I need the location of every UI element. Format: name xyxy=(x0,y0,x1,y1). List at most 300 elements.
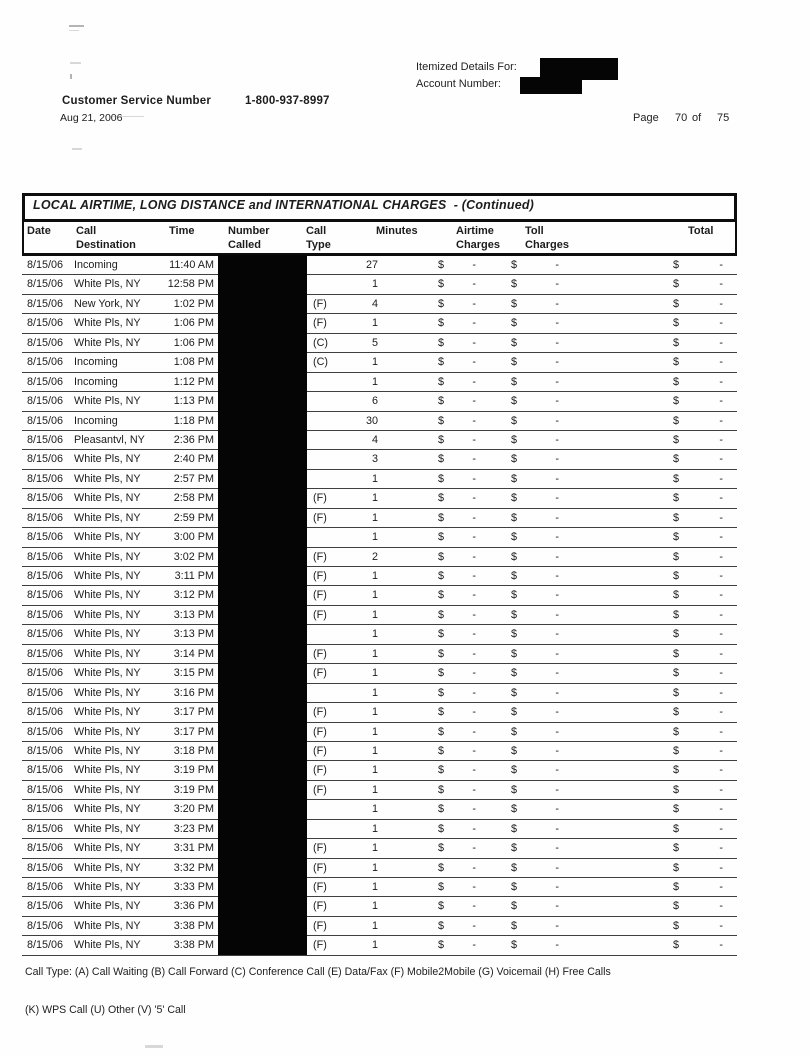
cell-airtime-amount: - xyxy=(472,550,476,563)
cell-toll-amount: - xyxy=(555,667,559,680)
cell-airtime-currency: $ xyxy=(438,783,445,796)
redaction-box-numbers-called xyxy=(218,255,307,955)
cell-airtime-amount: - xyxy=(472,570,476,582)
cell-toll-amount: - xyxy=(555,861,559,874)
cell-destination: White Pls, NY xyxy=(74,628,141,641)
cell-destination: White Pls, NY xyxy=(74,336,141,349)
itemized-details-label: Itemized Details For: xyxy=(416,61,517,73)
cell-destination: White Pls, NY xyxy=(74,589,141,602)
cell-toll-currency: $ xyxy=(511,531,518,544)
cell-total-amount: - xyxy=(719,881,723,893)
scan-artifact xyxy=(72,148,82,150)
cell-destination: White Pls, NY xyxy=(74,278,141,291)
customer-service-number: 1-800-937-8997 xyxy=(245,95,330,107)
cell-date: 8/15/06 xyxy=(27,375,64,388)
cell-airtime-currency: $ xyxy=(438,259,445,271)
cell-minutes: 1 xyxy=(371,608,378,621)
cell-toll-currency: $ xyxy=(511,433,518,446)
cell-date: 8/15/06 xyxy=(27,725,64,738)
cell-minutes: 1 xyxy=(371,706,378,719)
cell-time: 3:32 PM xyxy=(173,861,214,874)
cell-destination: White Pls, NY xyxy=(74,725,141,738)
cell-total-currency: $ xyxy=(673,861,680,874)
cell-airtime-currency: $ xyxy=(438,647,445,660)
cell-toll-amount: - xyxy=(555,453,559,466)
cell-total-currency: $ xyxy=(673,259,680,271)
col-header-minutes: Minutes xyxy=(376,225,418,237)
cell-time: 3:36 PM xyxy=(173,900,214,913)
cell-total-currency: $ xyxy=(673,336,680,349)
cell-total-currency: $ xyxy=(673,706,680,719)
cell-destination: White Pls, NY xyxy=(74,667,141,680)
cell-minutes: 1 xyxy=(371,919,378,932)
cell-total-amount: - xyxy=(719,453,723,466)
table-row xyxy=(22,800,737,819)
cell-destination: White Pls, NY xyxy=(74,472,141,485)
table-row xyxy=(22,509,737,528)
table-row xyxy=(22,897,737,916)
cell-destination: White Pls, NY xyxy=(74,822,141,835)
cell-toll-amount: - xyxy=(555,822,559,835)
cell-date: 8/15/06 xyxy=(27,881,64,893)
cell-total-amount: - xyxy=(719,667,723,680)
scan-artifact xyxy=(69,30,79,31)
cell-toll-currency: $ xyxy=(511,881,518,893)
cell-total-amount: - xyxy=(719,278,723,291)
col-header-date: Date xyxy=(27,225,51,237)
cell-call-type: (F) xyxy=(313,900,327,913)
cell-toll-currency: $ xyxy=(511,628,518,641)
cell-date: 8/15/06 xyxy=(27,842,64,855)
cell-toll-amount: - xyxy=(555,550,559,563)
page-current: 70 xyxy=(675,112,688,124)
cell-airtime-amount: - xyxy=(472,939,476,952)
cell-toll-amount: - xyxy=(555,336,559,349)
cell-airtime-currency: $ xyxy=(438,472,445,485)
cell-call-type: (C) xyxy=(313,356,328,369)
cell-airtime-currency: $ xyxy=(438,667,445,680)
cell-call-type: (F) xyxy=(313,667,327,680)
scan-artifact xyxy=(145,1045,163,1048)
cell-time: 3:02 PM xyxy=(173,550,214,563)
cell-total-amount: - xyxy=(719,317,723,330)
cell-minutes: 1 xyxy=(371,900,378,913)
cell-airtime-amount: - xyxy=(472,783,476,796)
cell-airtime-currency: $ xyxy=(438,900,445,913)
cell-total-currency: $ xyxy=(673,375,680,388)
cell-total-currency: $ xyxy=(673,472,680,485)
table-row xyxy=(22,412,737,431)
cell-date: 8/15/06 xyxy=(27,472,64,485)
cell-total-amount: - xyxy=(719,628,723,641)
cell-minutes: 1 xyxy=(371,356,378,369)
cell-airtime-currency: $ xyxy=(438,356,445,369)
cell-airtime-amount: - xyxy=(472,259,476,271)
customer-service-label: Customer Service Number xyxy=(62,95,212,107)
cell-date: 8/15/06 xyxy=(27,803,64,816)
cell-toll-amount: - xyxy=(555,472,559,485)
cell-time: 1:12 PM xyxy=(173,375,214,388)
cell-call-type: (F) xyxy=(313,842,327,855)
cell-toll-currency: $ xyxy=(511,667,518,680)
cell-airtime-amount: - xyxy=(472,375,476,388)
cell-destination: White Pls, NY xyxy=(74,492,141,505)
cell-airtime-currency: $ xyxy=(438,317,445,330)
cell-destination: White Pls, NY xyxy=(74,803,141,816)
cell-destination: White Pls, NY xyxy=(74,686,141,699)
cell-minutes: 4 xyxy=(371,433,378,446)
cell-minutes: 1 xyxy=(371,278,378,291)
cell-call-type: (F) xyxy=(313,570,327,582)
cell-total-amount: - xyxy=(719,356,723,369)
cell-airtime-amount: - xyxy=(472,472,476,485)
cell-minutes: 4 xyxy=(371,297,378,310)
cell-time: 3:19 PM xyxy=(173,764,214,777)
col-header-toll-charges: Toll Charges xyxy=(525,225,570,251)
cell-airtime-currency: $ xyxy=(438,744,445,757)
cell-time: 2:59 PM xyxy=(173,511,214,524)
cell-time: 3:11 PM xyxy=(174,570,214,582)
call-type-legend-line1: Call Type: (A) Call Waiting (B) Call Forward (C) Conference Call (E) Data/Fax (F) Mobile2Mobile (G) Voicemail (H) Free Calls xyxy=(25,966,611,978)
cell-minutes: 1 xyxy=(371,511,378,524)
cell-minutes: 1 xyxy=(371,531,378,544)
table-row xyxy=(22,275,737,294)
cell-minutes: 1 xyxy=(371,861,378,874)
cell-date: 8/15/06 xyxy=(27,317,64,330)
cell-total-currency: $ xyxy=(673,492,680,505)
cell-date: 8/15/06 xyxy=(27,511,64,524)
cell-airtime-amount: - xyxy=(472,433,476,446)
cell-total-currency: $ xyxy=(673,531,680,544)
table-row xyxy=(22,567,737,586)
cell-total-currency: $ xyxy=(673,667,680,680)
cell-airtime-currency: $ xyxy=(438,725,445,738)
cell-total-amount: - xyxy=(719,259,723,271)
cell-toll-currency: $ xyxy=(511,375,518,388)
cell-date: 8/15/06 xyxy=(27,297,64,310)
cell-airtime-currency: $ xyxy=(438,822,445,835)
cell-airtime-amount: - xyxy=(472,861,476,874)
cell-toll-currency: $ xyxy=(511,589,518,602)
cell-toll-currency: $ xyxy=(511,414,518,427)
cell-total-currency: $ xyxy=(673,589,680,602)
cell-toll-amount: - xyxy=(555,686,559,699)
cell-airtime-amount: - xyxy=(472,744,476,757)
cell-total-amount: - xyxy=(719,492,723,505)
table-row xyxy=(22,820,737,839)
table-row xyxy=(22,936,737,955)
cell-airtime-amount: - xyxy=(472,531,476,544)
cell-time: 1:06 PM xyxy=(173,317,214,330)
cell-total-amount: - xyxy=(719,395,723,408)
cell-date: 8/15/06 xyxy=(27,531,64,544)
table-row xyxy=(22,548,737,567)
cell-airtime-currency: $ xyxy=(438,433,445,446)
cell-destination: Incoming xyxy=(74,375,118,388)
cell-airtime-amount: - xyxy=(472,297,476,310)
cell-airtime-currency: $ xyxy=(438,531,445,544)
cell-total-currency: $ xyxy=(673,881,680,893)
cell-toll-amount: - xyxy=(555,531,559,544)
cell-toll-amount: - xyxy=(555,297,559,310)
cell-call-type: (F) xyxy=(313,317,327,330)
scan-artifact xyxy=(110,116,144,117)
table-row xyxy=(22,878,737,897)
cell-toll-currency: $ xyxy=(511,511,518,524)
table-row xyxy=(22,859,737,878)
cell-minutes: 1 xyxy=(371,647,378,660)
cell-toll-amount: - xyxy=(555,317,559,330)
cell-destination: White Pls, NY xyxy=(74,550,141,563)
cell-minutes: 1 xyxy=(371,744,378,757)
cell-toll-amount: - xyxy=(555,492,559,505)
cell-time: 3:31 PM xyxy=(173,842,214,855)
cell-date: 8/15/06 xyxy=(27,278,64,291)
cell-toll-currency: $ xyxy=(511,744,518,757)
cell-destination: White Pls, NY xyxy=(74,783,141,796)
table-row xyxy=(22,314,737,333)
cell-destination: White Pls, NY xyxy=(74,317,141,330)
cell-date: 8/15/06 xyxy=(27,783,64,796)
cell-call-type: (F) xyxy=(313,608,327,621)
cell-minutes: 1 xyxy=(371,939,378,952)
scan-artifact xyxy=(69,25,84,27)
cell-time: 1:02 PM xyxy=(173,297,214,310)
cell-airtime-currency: $ xyxy=(438,842,445,855)
cell-date: 8/15/06 xyxy=(27,919,64,932)
cell-toll-currency: $ xyxy=(511,297,518,310)
cell-time: 3:13 PM xyxy=(173,628,214,641)
cell-time: 1:06 PM xyxy=(173,336,214,349)
cell-toll-currency: $ xyxy=(511,453,518,466)
table-row xyxy=(22,625,737,644)
cell-destination: White Pls, NY xyxy=(74,919,141,932)
cell-date: 8/15/06 xyxy=(27,744,64,757)
cell-airtime-amount: - xyxy=(472,317,476,330)
cell-total-amount: - xyxy=(719,608,723,621)
table-row xyxy=(22,450,737,469)
cell-airtime-currency: $ xyxy=(438,919,445,932)
cell-date: 8/15/06 xyxy=(27,686,64,699)
cell-airtime-currency: $ xyxy=(438,764,445,777)
cell-toll-amount: - xyxy=(555,900,559,913)
cell-minutes: 1 xyxy=(371,375,378,388)
cell-total-currency: $ xyxy=(673,550,680,563)
col-header-total: Total xyxy=(688,225,714,237)
cell-destination: White Pls, NY xyxy=(74,900,141,913)
cell-airtime-currency: $ xyxy=(438,453,445,466)
cell-toll-amount: - xyxy=(555,783,559,796)
cell-toll-amount: - xyxy=(555,259,559,271)
cell-time: 2:57 PM xyxy=(173,472,214,485)
cell-airtime-amount: - xyxy=(472,725,476,738)
cell-minutes: 1 xyxy=(371,803,378,816)
cell-airtime-amount: - xyxy=(472,589,476,602)
cell-total-currency: $ xyxy=(673,822,680,835)
cell-call-type: (F) xyxy=(313,919,327,932)
cell-toll-amount: - xyxy=(555,511,559,524)
cell-date: 8/15/06 xyxy=(27,356,64,369)
cell-destination: New York, NY xyxy=(74,297,141,310)
cell-total-amount: - xyxy=(719,550,723,563)
cell-call-type: (F) xyxy=(313,783,327,796)
cell-toll-currency: $ xyxy=(511,317,518,330)
cell-airtime-amount: - xyxy=(472,842,476,855)
cell-toll-currency: $ xyxy=(511,686,518,699)
cell-total-currency: $ xyxy=(673,686,680,699)
cell-minutes: 3 xyxy=(371,453,378,466)
cell-total-currency: $ xyxy=(673,511,680,524)
cell-total-amount: - xyxy=(719,939,723,952)
statement-date: Aug 21, 2006 xyxy=(60,112,123,124)
table-row xyxy=(22,645,737,664)
cell-date: 8/15/06 xyxy=(27,939,64,952)
cell-date: 8/15/06 xyxy=(27,492,64,505)
cell-toll-amount: - xyxy=(555,278,559,291)
cell-date: 8/15/06 xyxy=(27,764,64,777)
cell-destination: White Pls, NY xyxy=(74,744,141,757)
cell-total-currency: $ xyxy=(673,764,680,777)
cell-time: 1:08 PM xyxy=(173,356,214,369)
cell-toll-currency: $ xyxy=(511,395,518,408)
cell-airtime-amount: - xyxy=(472,492,476,505)
cell-time: 3:12 PM xyxy=(173,589,214,602)
table-row xyxy=(22,839,737,858)
scan-artifact xyxy=(70,62,81,64)
cell-minutes: 1 xyxy=(371,881,378,893)
cell-toll-amount: - xyxy=(555,881,559,893)
cell-airtime-amount: - xyxy=(472,822,476,835)
cell-date: 8/15/06 xyxy=(27,570,64,582)
cell-total-amount: - xyxy=(719,297,723,310)
cell-date: 8/15/06 xyxy=(27,822,64,835)
cell-minutes: 1 xyxy=(371,725,378,738)
cell-destination: White Pls, NY xyxy=(74,647,141,660)
cell-toll-currency: $ xyxy=(511,356,518,369)
table-row xyxy=(22,392,737,411)
cell-airtime-amount: - xyxy=(472,356,476,369)
col-header-call-type: Call Type xyxy=(306,225,331,251)
cell-total-currency: $ xyxy=(673,803,680,816)
cell-toll-currency: $ xyxy=(511,842,518,855)
cell-airtime-amount: - xyxy=(472,608,476,621)
cell-total-currency: $ xyxy=(673,725,680,738)
cell-destination: White Pls, NY xyxy=(74,706,141,719)
cell-destination: Incoming xyxy=(74,259,118,271)
table-row xyxy=(22,761,737,780)
cell-toll-currency: $ xyxy=(511,336,518,349)
cell-total-currency: $ xyxy=(673,433,680,446)
table-row xyxy=(22,489,737,508)
cell-total-amount: - xyxy=(719,706,723,719)
cell-total-currency: $ xyxy=(673,356,680,369)
cell-toll-amount: - xyxy=(555,939,559,952)
cell-airtime-amount: - xyxy=(472,647,476,660)
cell-airtime-currency: $ xyxy=(438,608,445,621)
cell-time: 12:58 PM xyxy=(167,278,214,291)
cell-minutes: 1 xyxy=(371,764,378,777)
cell-destination: White Pls, NY xyxy=(74,881,141,893)
cell-toll-amount: - xyxy=(555,628,559,641)
table-row xyxy=(22,742,737,761)
cell-total-amount: - xyxy=(719,744,723,757)
cell-toll-currency: $ xyxy=(511,472,518,485)
cell-destination: White Pls, NY xyxy=(74,764,141,777)
table-row xyxy=(22,470,737,489)
cell-airtime-currency: $ xyxy=(438,511,445,524)
cell-destination: White Pls, NY xyxy=(74,395,141,408)
cell-airtime-amount: - xyxy=(472,706,476,719)
cell-toll-amount: - xyxy=(555,608,559,621)
cell-toll-amount: - xyxy=(555,589,559,602)
cell-destination: White Pls, NY xyxy=(74,861,141,874)
cell-toll-currency: $ xyxy=(511,570,518,582)
cell-total-amount: - xyxy=(719,822,723,835)
cell-airtime-currency: $ xyxy=(438,589,445,602)
cell-total-currency: $ xyxy=(673,919,680,932)
col-header-call-destination: Call Destination xyxy=(76,225,136,251)
cell-total-currency: $ xyxy=(673,900,680,913)
cell-total-amount: - xyxy=(719,686,723,699)
cell-call-type: (F) xyxy=(313,550,327,563)
cell-destination: White Pls, NY xyxy=(74,939,141,952)
cell-time: 3:38 PM xyxy=(173,919,214,932)
cell-call-type: (F) xyxy=(313,939,327,952)
cell-total-currency: $ xyxy=(673,414,680,427)
table-row xyxy=(22,586,737,605)
cell-time: 3:38 PM xyxy=(173,939,214,952)
cell-toll-amount: - xyxy=(555,919,559,932)
cell-time: 3:17 PM xyxy=(173,725,214,738)
table-row xyxy=(22,703,737,722)
cell-toll-currency: $ xyxy=(511,822,518,835)
cell-destination: Pleasantvl, NY xyxy=(74,433,145,446)
redaction-box-account-number xyxy=(520,77,582,94)
cell-airtime-amount: - xyxy=(472,511,476,524)
cell-airtime-amount: - xyxy=(472,628,476,641)
cell-toll-amount: - xyxy=(555,570,559,582)
cell-date: 8/15/06 xyxy=(27,900,64,913)
cell-call-type: (F) xyxy=(313,297,327,310)
cell-minutes: 1 xyxy=(371,842,378,855)
cell-call-type: (F) xyxy=(313,881,327,893)
cell-total-amount: - xyxy=(719,511,723,524)
table-row xyxy=(22,431,737,450)
cell-minutes: 1 xyxy=(371,317,378,330)
table-row xyxy=(22,723,737,742)
cell-minutes: 1 xyxy=(371,628,378,641)
cell-toll-currency: $ xyxy=(511,861,518,874)
cell-toll-amount: - xyxy=(555,842,559,855)
cell-airtime-amount: - xyxy=(472,900,476,913)
cell-airtime-amount: - xyxy=(472,919,476,932)
cell-date: 8/15/06 xyxy=(27,628,64,641)
account-number-label: Account Number: xyxy=(416,78,501,90)
cell-destination: White Pls, NY xyxy=(74,608,141,621)
cell-destination: White Pls, NY xyxy=(74,511,141,524)
cell-minutes: 1 xyxy=(371,570,378,582)
cell-total-currency: $ xyxy=(673,317,680,330)
cell-toll-currency: $ xyxy=(511,725,518,738)
table-header-row xyxy=(22,222,737,256)
cell-date: 8/15/06 xyxy=(27,589,64,602)
cell-total-amount: - xyxy=(719,570,723,582)
cell-time: 1:18 PM xyxy=(173,414,214,427)
cell-total-currency: $ xyxy=(673,608,680,621)
cell-total-amount: - xyxy=(719,375,723,388)
cell-airtime-currency: $ xyxy=(438,278,445,291)
cell-airtime-currency: $ xyxy=(438,861,445,874)
